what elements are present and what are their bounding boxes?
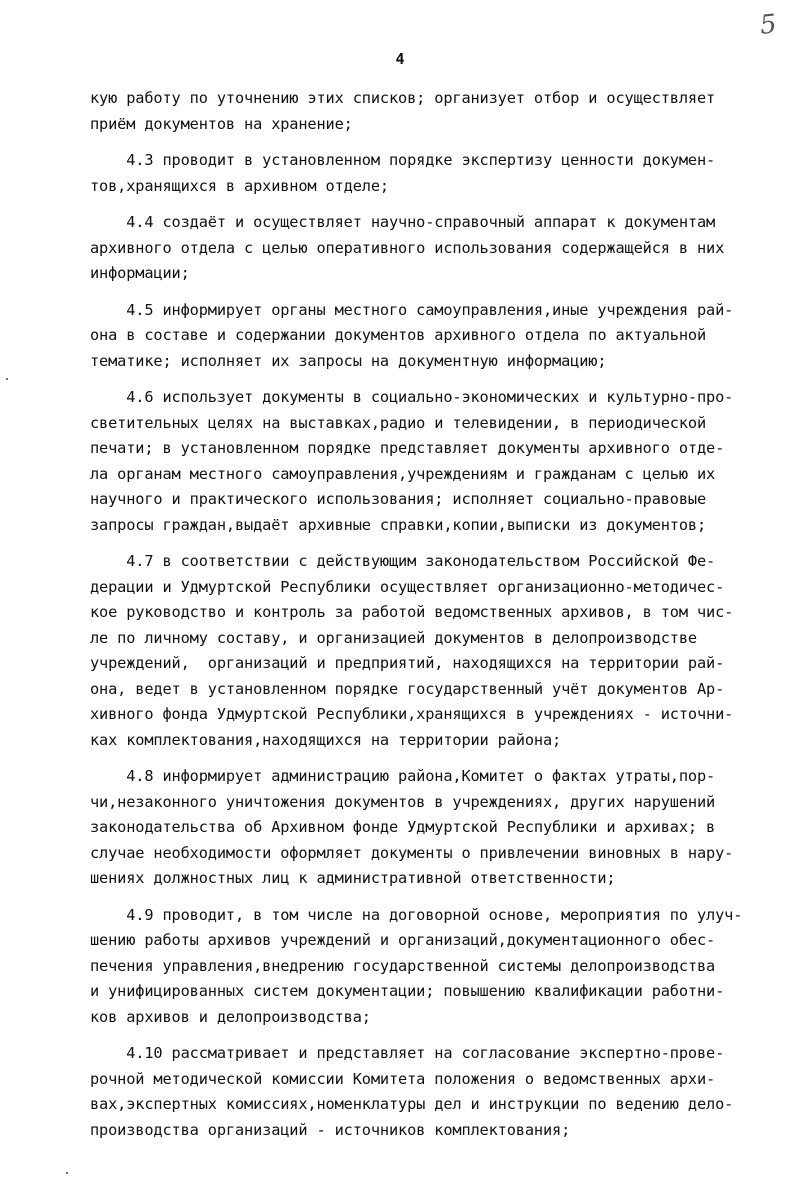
text-line: светительных целях на выставках,радио и телевидении, в периодической bbox=[90, 413, 707, 432]
paragraph bbox=[90, 385, 790, 538]
text-line: тов,хранящихся в архивном отделе; bbox=[90, 176, 389, 195]
text-line: учреждений, организаций и предприятий, находящихся на территории рай- bbox=[90, 654, 725, 672]
text-line: шению работы архивов учреждений и организаций,документационного обес- bbox=[90, 931, 716, 949]
text-line: ках комплектования,находящихся на территории района; bbox=[90, 730, 562, 749]
text-line: 4.6 использует документы в социально-экономических и культурно-про- bbox=[90, 388, 734, 406]
text-line: 4.5 информирует органы местного самоуправления,иные учреждения рай- bbox=[90, 300, 734, 319]
paragraph bbox=[90, 1041, 790, 1143]
paragraph bbox=[90, 298, 790, 375]
page-number: 4 bbox=[395, 50, 405, 68]
text-line: чи,незаконного уничтожения документов в учреждениях, других нарушений bbox=[90, 792, 716, 811]
text-line: хивного фонда Удмуртской Республики,хранящихся в учреждениях - источни- bbox=[90, 705, 734, 723]
text-line: ков архивов и делопроизводства; bbox=[90, 1007, 371, 1026]
paragraph bbox=[90, 86, 790, 137]
paragraph bbox=[90, 549, 790, 753]
text-line: архивного отдела с целью оперативного использования содержащейся в них bbox=[90, 238, 725, 257]
scan-speck bbox=[66, 1172, 68, 1174]
text-line: вах,экспертных комиссиях,номенклатуры дел и инструкции по ведению дело- bbox=[90, 1095, 734, 1113]
text-line: информации; bbox=[90, 264, 190, 282]
text-line: ле по личному составу, и организацией документов в делопроизводстве bbox=[90, 628, 697, 647]
text-line: законодательства об Архивном фонде Удмуртской Республики и архивах; в bbox=[90, 818, 716, 836]
text-line: она в составе и содержании документов архивного отдела по актуальной bbox=[90, 326, 707, 344]
text-line: научного и практического использования; исполняет социально-правовые bbox=[90, 490, 707, 508]
text-line: 4.7 в соответствии с действующим законодательством Российской Фе- bbox=[90, 552, 716, 570]
text-line: рочной методической комиссии Комитета положения о ведомственных архи- bbox=[90, 1069, 716, 1088]
text-line: дерации и Удмуртской Республики осуществляет организационно-методичес- bbox=[90, 577, 725, 596]
text-line: она, ведет в установленном порядке государственный учёт документов Ар- bbox=[90, 679, 725, 698]
text-line: печения управления,внедрению государственной системы делопроизводства bbox=[90, 956, 716, 975]
text-line: 4.3 проводит в установленном порядке экспертизу ценности докумен- bbox=[90, 151, 716, 169]
text-line: производства организаций - источников комплектования; bbox=[90, 1120, 571, 1139]
text-line: кое руководство и контроль за работой ведомственных архивов, в том чис- bbox=[90, 603, 734, 621]
text-line: 4.9 проводит, в том числе на договорной основе, мероприятия по улуч- bbox=[90, 905, 743, 924]
document-body bbox=[90, 86, 790, 1154]
paragraph bbox=[90, 764, 790, 892]
paragraph bbox=[90, 210, 790, 287]
text-line: случае необходимости оформляет документы о привлечении виновных в нару- bbox=[90, 843, 734, 862]
text-line: шениях должностных лиц к административной ответственности; bbox=[90, 869, 616, 887]
text-line: запросы граждан,выдаёт архивные справки,копии,выписки из документов; bbox=[90, 515, 707, 534]
text-line: кую работу по уточнению этих списков; организует отбор и осуществляет bbox=[90, 89, 716, 107]
scan-speck bbox=[6, 378, 8, 380]
paragraph bbox=[90, 903, 790, 1031]
text-line: ла органам местного самоуправления,учреждениям и гражданам с целью их bbox=[90, 464, 716, 483]
paragraph bbox=[90, 148, 790, 199]
text-line: 4.4 создаёт и осуществляет научно-справочный аппарат к документам bbox=[90, 213, 716, 231]
text-line: печати; в установленном порядке представляет документы архивного отде- bbox=[90, 439, 725, 457]
text-line: 4.8 информирует администрацию района,Комитет о фактах утраты,пор- bbox=[90, 767, 716, 785]
text-line: и унифицированных систем документации; повышению квалификации работни- bbox=[90, 982, 725, 1000]
text-line: 4.10 рассматривает и представляет на согласование экспертно-прове- bbox=[90, 1044, 725, 1062]
text-line: приём документов на хранение; bbox=[90, 114, 353, 133]
text-line: тематике; исполняет их запросы на документную информацию; bbox=[90, 351, 607, 370]
archive-sheet-number: 5 bbox=[758, 9, 779, 41]
